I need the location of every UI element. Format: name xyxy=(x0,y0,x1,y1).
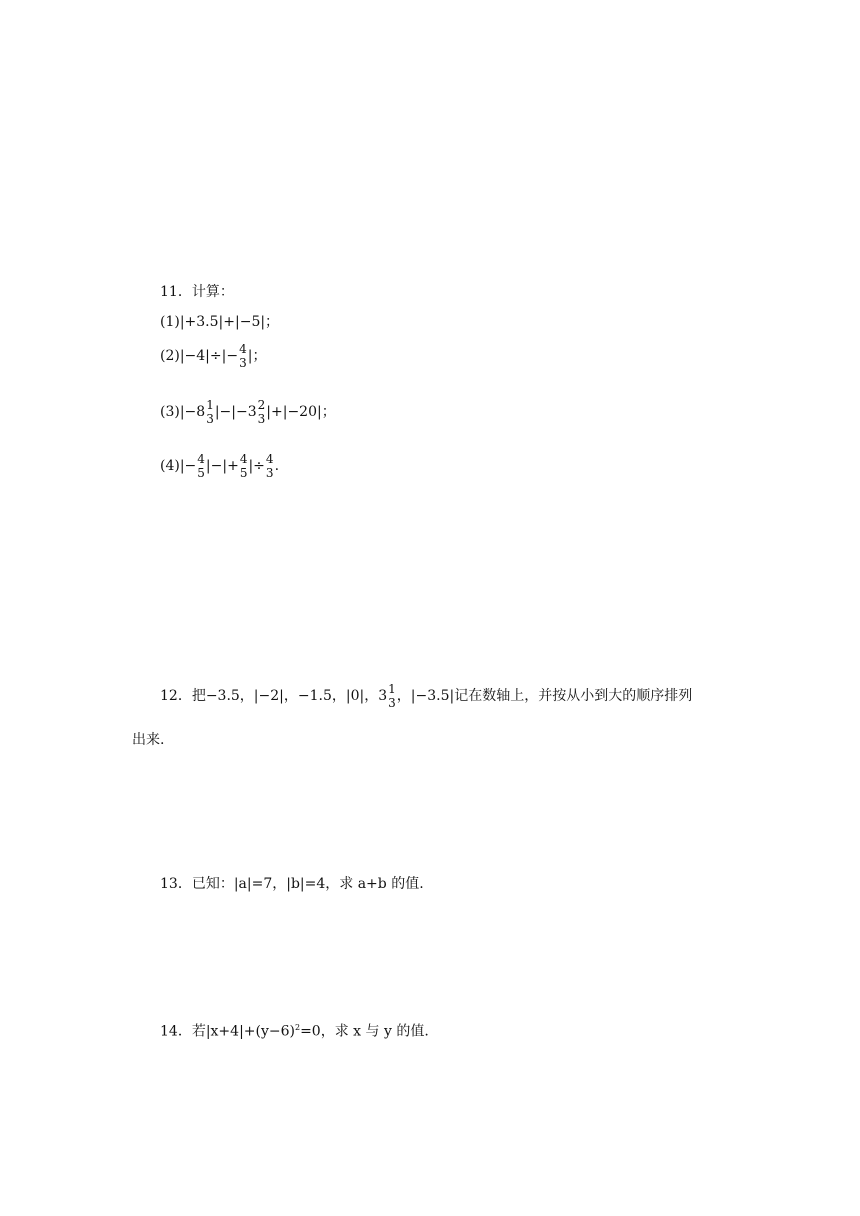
q13-text: 13．已知：|a|=7，|b|=4，求 a+b 的值. xyxy=(160,876,424,892)
q12-line1: 12．把−3.5，|−2|，−1.5，|0|，3 1 3 ，|−3.5|记在数轴上，并按从小到大的顺序排列 xyxy=(160,682,693,710)
fraction: 4 3 xyxy=(239,342,247,370)
q11-part2: (2)|−4|÷|− 4 3 |； xyxy=(160,342,267,370)
fraction: 1 3 xyxy=(388,682,396,710)
fraction: 1 3 xyxy=(206,398,214,426)
fraction: 4 3 xyxy=(265,452,274,480)
q11-title: 11．计算： xyxy=(160,284,234,300)
q11-part3: (3)|−8 1 3 |−|−3 2 3 |+|−20|； xyxy=(160,398,336,426)
q11-part4: (4)|− 4 5 |−|+ 4 5 |÷ 4 3 . xyxy=(160,452,280,480)
fraction: 4 5 xyxy=(239,452,248,480)
q11-part1: (1)|+3.5|+|−5|； xyxy=(160,314,280,330)
fraction: 2 3 xyxy=(257,398,266,426)
q12-line2: 出来. xyxy=(132,732,165,748)
q14-text: 14．若$|x+4|+(y-6)^2=0$，求 x 与 y 的值. xyxy=(160,1023,429,1040)
fraction: 4 5 xyxy=(197,452,205,480)
